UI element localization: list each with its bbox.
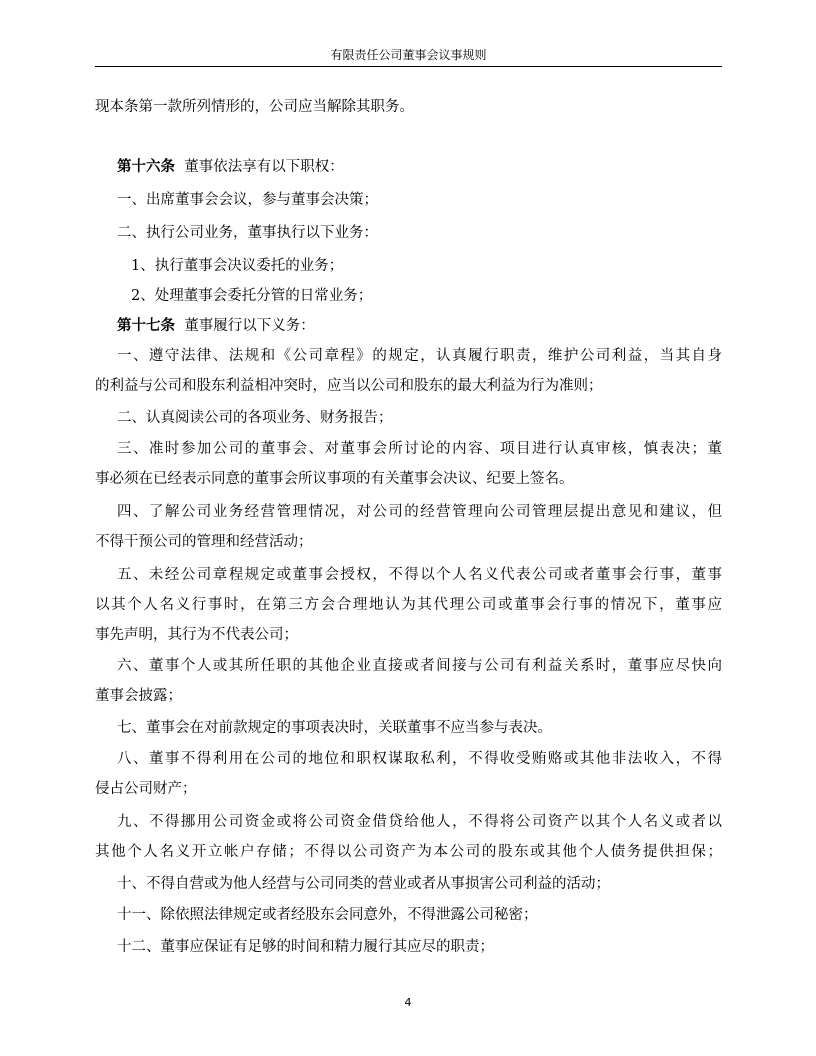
text-line: 四、了解公司业务经营管理情况，对公司的经营管理向公司管理层提出意见和建议，但 bbox=[117, 504, 722, 520]
text-line: 现本条第一款所列情形的，公司应当解除其职务。 bbox=[95, 99, 414, 115]
text-line: 以其个人名义行事时，在第三方会合理地认为其代理公司或董事会行事的情况下，董事应 bbox=[95, 597, 722, 613]
page-number: 4 bbox=[404, 996, 412, 1009]
text-line: 侵占公司财产； bbox=[95, 781, 197, 797]
text-line: 六、董事个人或其所任职的其他企业直接或者间接与公司有利益关系时，董事应尽快向 bbox=[117, 658, 722, 674]
text-line: 十二、董事应保证有足够的时间和精力履行其应尽的职责； bbox=[117, 939, 494, 955]
text-line: 事先声明，其行为不代表公司； bbox=[95, 627, 298, 643]
text-line: 二、认真阅读公司的各项业务、财务报告； bbox=[117, 410, 393, 426]
text-line: 2、处理董事会委托分管的日常业务； bbox=[131, 288, 373, 304]
article-16-heading: 董事依法享有以下职权： bbox=[184, 159, 344, 175]
text-line: 董事会披露； bbox=[95, 688, 182, 704]
article-17-heading: 董事履行以下义务： bbox=[184, 318, 315, 334]
text-line: 八、董事不得利用在公司的地位和职权谋取私利，不得收受贿赂或其他非法收入，不得 bbox=[117, 751, 722, 767]
text-line: 十一、除依照法律规定或者经股东会同意外，不得泄露公司秘密； bbox=[117, 907, 538, 923]
article-16-number: 第十六条 bbox=[117, 158, 175, 175]
text-line: 十、不得自营或为他人经营与公司同类的营业或者从事损害公司利益的活动； bbox=[117, 876, 610, 892]
text-line: 一、遵守法律、法规和《公司章程》的规定，认真履行职责，维护公司利益，当其自身 bbox=[117, 348, 722, 364]
text-line: 事必须在已经表示同意的董事会所议事项的有关董事会决议、纪要上签名。 bbox=[95, 471, 574, 487]
text-line: 九、不得挪用公司资金或将公司资金借贷给他人，不得将公司资产以其个人名义或者以 bbox=[117, 814, 722, 830]
article-17-intro bbox=[117, 316, 315, 336]
text-line: 不得干预公司的管理和经营活动； bbox=[95, 534, 313, 550]
text-line: 七、董事会在对前款规定的事项表决时，关联董事不应当参与表决。 bbox=[117, 720, 552, 736]
text-line: 的利益与公司和股东利益相冲突时，应当以公司和股东的最大利益为行为准则； bbox=[95, 378, 603, 394]
article-16-intro bbox=[117, 157, 344, 177]
text-line: 其他个人名义开立帐户存储；不得以公司资产为本公司的股东或其他个人债务提供担保； bbox=[95, 844, 722, 860]
text-line: 五、未经公司章程规定或董事会授权，不得以个人名义代表公司或者董事会行事，董事 bbox=[117, 567, 722, 583]
text-line: 1、执行董事会决议委托的业务； bbox=[131, 258, 344, 274]
article-17-number: 第十七条 bbox=[117, 317, 175, 334]
text-line: 二、执行公司业务，董事执行以下业务： bbox=[117, 225, 378, 241]
page-header-title: 有限责任公司董事会议事规则 bbox=[95, 47, 722, 67]
text-line: 一、出席董事会会议，参与董事会决策； bbox=[117, 192, 378, 208]
text-line: 三、准时参加公司的董事会、对董事会所讨论的内容、项目进行认真审核，慎表决；董 bbox=[117, 441, 722, 457]
